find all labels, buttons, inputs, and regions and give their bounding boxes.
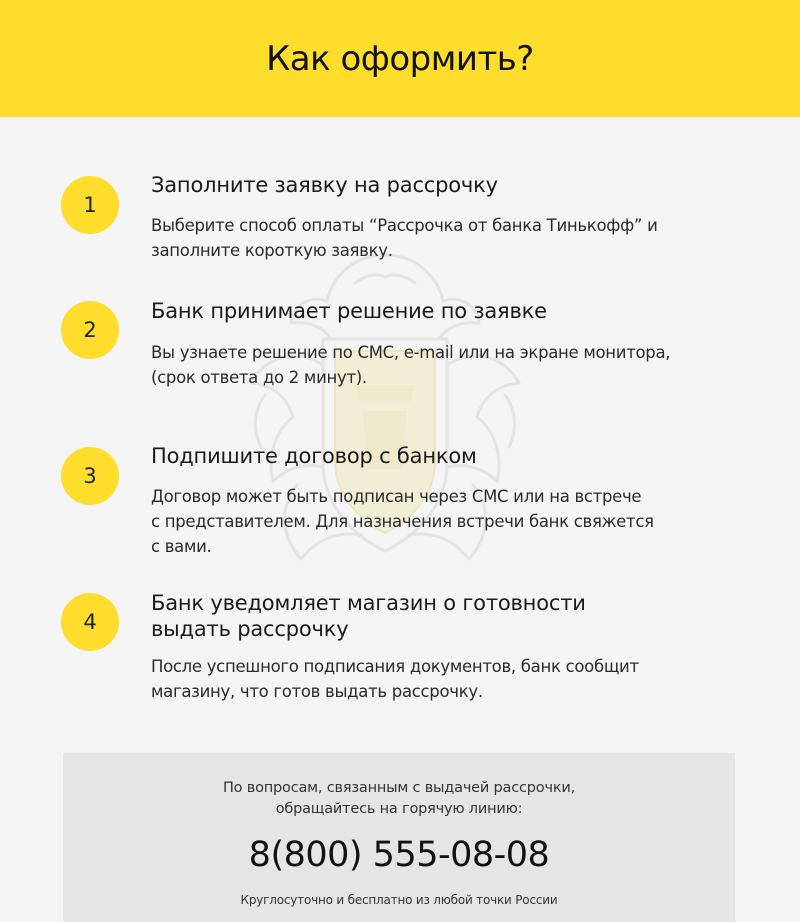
step-number-badge: 4	[61, 593, 119, 651]
step-title: Подпишите договор с банком	[151, 444, 477, 468]
hotline-description-line: По вопросам, связанным с выдачей рассрочки,	[222, 780, 576, 796]
step-title	[151, 590, 671, 642]
step-description	[151, 484, 741, 559]
step-description	[151, 213, 741, 263]
step-number-badge: 2	[61, 301, 119, 359]
step-title-line: выдать рассрочку	[151, 617, 349, 641]
step-description-line: (срок ответа до 2 минут).	[151, 368, 367, 387]
step-description-line: После успешного подписания документов, банк сообщит	[151, 657, 639, 676]
hotline-note: Круглосуточно и бесплатно из любой точки России	[240, 893, 558, 907]
step-description-line: заполните короткую заявку.	[151, 241, 393, 260]
step-description	[151, 654, 741, 704]
step-number-badge: 3	[61, 447, 119, 505]
step-description-line: магазину, что готов выдать рассрочку.	[151, 682, 483, 701]
step-title-line: Банк уведомляет магазин о готовности	[151, 591, 586, 615]
hotline-phone-number[interactable]: 8(800) 555-08-08	[248, 835, 550, 875]
step-description-line: Выберите способ оплаты “Рассрочка от банка Тинькофф” и	[151, 216, 658, 235]
page-header	[0, 0, 800, 117]
step-description	[151, 340, 741, 390]
step-number-badge: 1	[61, 176, 119, 234]
step-description-line: Договор может быть подписан через СМС или на встрече	[151, 487, 642, 506]
step-description-line: с представителем. Для назначения встречи банк свяжется	[151, 512, 654, 531]
step-title: Банк принимает решение по заявке	[151, 299, 547, 323]
page-title: Как оформить?	[266, 38, 534, 79]
hotline-panel	[63, 753, 735, 922]
step-description-line: Вы узнаете решение по СМС, e-mail или на экране монитора,	[151, 343, 671, 362]
step-description-line: с вами.	[151, 537, 212, 556]
step-title: Заполните заявку на рассрочку	[151, 173, 498, 197]
hotline-description-line: обращайтесь на горячую линию:	[275, 801, 523, 817]
hotline-description	[63, 778, 735, 820]
